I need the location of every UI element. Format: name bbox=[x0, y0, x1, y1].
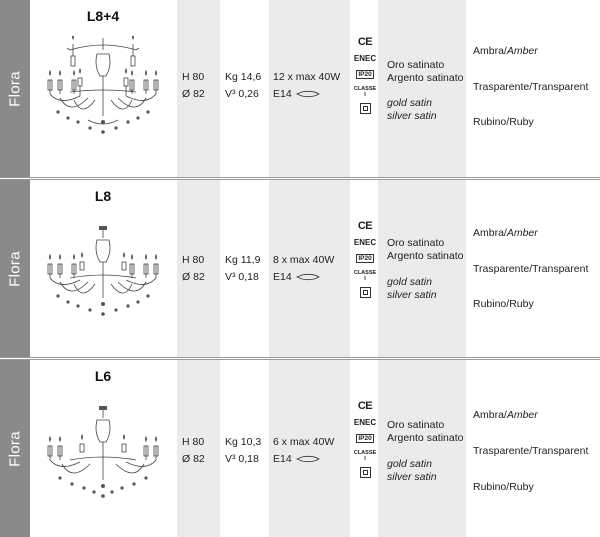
glass-color-3: Rubino/Ruby bbox=[473, 298, 534, 310]
enec-mark-icon: ENEC bbox=[353, 418, 377, 427]
finish-en-1: gold satin bbox=[387, 97, 432, 109]
volume-value: V³ 0,26 bbox=[225, 88, 259, 100]
chandelier-illustration bbox=[40, 216, 166, 326]
bulb-e14-icon bbox=[296, 455, 320, 463]
class-i-mark-icon bbox=[360, 103, 371, 114]
glass-color-1-it: Ambra/ bbox=[473, 409, 507, 421]
ip20-mark-icon: IP20 bbox=[358, 255, 372, 262]
bulb-cell bbox=[269, 360, 350, 537]
weight-cell bbox=[220, 180, 269, 357]
weight-value: Kg 14,6 bbox=[225, 71, 262, 83]
certifications-cell bbox=[350, 360, 378, 537]
glass-color-1-en: Amber bbox=[506, 45, 538, 57]
family-label: Flora bbox=[6, 70, 24, 107]
glass-color-2: Trasparente/Transparent bbox=[473, 81, 589, 93]
bulb-count: 12 x max 40W bbox=[273, 71, 341, 83]
class-i-mark-icon bbox=[360, 287, 371, 298]
image-cell bbox=[30, 0, 176, 177]
dimensions-cell bbox=[177, 180, 220, 357]
image-cell bbox=[30, 360, 176, 537]
finish-it-1: Oro satinato bbox=[387, 419, 445, 431]
family-label: Flora bbox=[6, 250, 24, 287]
finish-it-2: Argento satinato bbox=[387, 72, 464, 84]
glass-color-1 bbox=[473, 44, 538, 58]
ce-mark-icon: CE bbox=[357, 220, 373, 232]
glass-color-cell bbox=[466, 180, 600, 357]
glass-color-1-en: Amber bbox=[506, 227, 538, 239]
chandelier-illustration bbox=[40, 396, 166, 506]
model-code: L8+4 bbox=[86, 8, 120, 24]
height-value: H 80 bbox=[182, 71, 205, 83]
ip20-mark-icon: IP20 bbox=[358, 435, 372, 442]
bulb-e14-icon bbox=[296, 90, 320, 98]
dimensions-cell bbox=[177, 360, 220, 537]
bulb-e14-icon bbox=[296, 273, 320, 281]
spec-row-l6 bbox=[0, 359, 600, 537]
bulb-count: 8 x max 40W bbox=[273, 254, 335, 266]
finish-it-1: Oro satinato bbox=[387, 237, 445, 249]
finish-en-2: silver satin bbox=[387, 110, 437, 122]
glass-color-cell bbox=[466, 0, 600, 177]
ip20-mark-icon: IP20 bbox=[358, 71, 372, 78]
finish-it-2: Argento satinato bbox=[387, 250, 464, 262]
model-code: L8 bbox=[94, 188, 112, 204]
bulb-cell bbox=[269, 180, 350, 357]
model-code: L6 bbox=[94, 368, 112, 384]
classe-label: CLASSE I bbox=[353, 270, 377, 282]
glass-color-1-en: Amber bbox=[506, 409, 538, 421]
finish-en-2: silver satin bbox=[387, 471, 437, 483]
finish-en-2: silver satin bbox=[387, 289, 437, 301]
enec-mark-icon: ENEC bbox=[353, 54, 377, 63]
socket-line bbox=[273, 87, 320, 101]
socket-line bbox=[273, 270, 320, 284]
class-i-mark-icon bbox=[360, 467, 371, 478]
diameter-value: Ø 82 bbox=[182, 88, 205, 100]
spec-row-l8-4 bbox=[0, 0, 600, 178]
socket-type: E14 bbox=[273, 271, 292, 283]
glass-color-1 bbox=[473, 226, 538, 240]
dimensions-cell bbox=[177, 0, 220, 177]
socket-line bbox=[273, 452, 320, 466]
classe-label: CLASSE I bbox=[353, 86, 377, 98]
family-sidebar bbox=[0, 360, 30, 537]
certifications-cell bbox=[350, 180, 378, 357]
volume-value: V³ 0,18 bbox=[225, 271, 259, 283]
glass-color-2: Trasparente/Transparent bbox=[473, 263, 589, 275]
finish-en-1: gold satin bbox=[387, 458, 432, 470]
chandelier-illustration bbox=[40, 36, 166, 146]
certifications-cell bbox=[350, 0, 378, 177]
weight-cell bbox=[220, 360, 269, 537]
finish-it-1: Oro satinato bbox=[387, 59, 445, 71]
glass-color-cell bbox=[466, 360, 600, 537]
glass-color-1-it: Ambra/ bbox=[473, 227, 507, 239]
ce-mark-icon: CE bbox=[357, 36, 373, 48]
glass-color-3: Rubino/Ruby bbox=[473, 481, 534, 493]
diameter-value: Ø 82 bbox=[182, 271, 205, 283]
classe-label: CLASSE I bbox=[353, 450, 377, 462]
ce-mark-icon: CE bbox=[357, 400, 373, 412]
finish-cell bbox=[378, 180, 466, 357]
glass-color-3: Rubino/Ruby bbox=[473, 116, 534, 128]
bulb-cell bbox=[269, 0, 350, 177]
enec-mark-icon: ENEC bbox=[353, 238, 377, 247]
height-value: H 80 bbox=[182, 254, 205, 266]
spec-row-l8 bbox=[0, 179, 600, 358]
image-cell bbox=[30, 180, 176, 357]
diameter-value: Ø 82 bbox=[182, 453, 205, 465]
bulb-count: 6 x max 40W bbox=[273, 436, 335, 448]
socket-type: E14 bbox=[273, 453, 292, 465]
volume-value: V³ 0,18 bbox=[225, 453, 259, 465]
finish-it-2: Argento satinato bbox=[387, 432, 464, 444]
family-label: Flora bbox=[6, 430, 24, 467]
finish-cell bbox=[378, 0, 466, 177]
finish-en-1: gold satin bbox=[387, 276, 432, 288]
glass-color-2: Trasparente/Transparent bbox=[473, 445, 589, 457]
weight-value: Kg 10,3 bbox=[225, 436, 262, 448]
weight-cell bbox=[220, 0, 269, 177]
weight-value: Kg 11,9 bbox=[225, 254, 261, 266]
height-value: H 80 bbox=[182, 436, 205, 448]
glass-color-1 bbox=[473, 408, 538, 422]
family-sidebar bbox=[0, 0, 30, 177]
socket-type: E14 bbox=[273, 88, 292, 100]
glass-color-1-it: Ambra/ bbox=[473, 45, 507, 57]
family-sidebar bbox=[0, 180, 30, 357]
finish-cell bbox=[378, 360, 466, 537]
